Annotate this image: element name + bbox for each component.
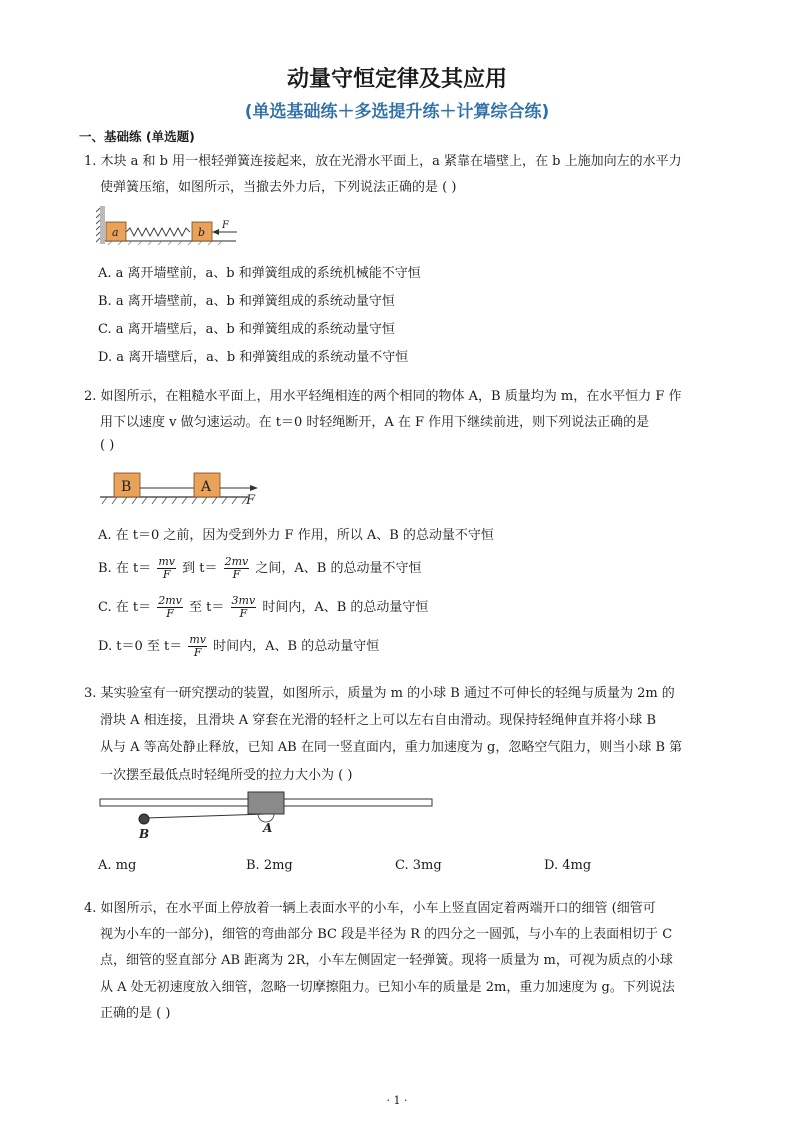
page-number: · 1 ·	[386, 1094, 408, 1107]
force-arrow-head	[250, 485, 258, 491]
q1-option-b[interactable]: B. a 离开墙壁前，a、b 和弹簧组成的系统动量守恒	[98, 294, 395, 309]
slider-A	[248, 792, 284, 814]
force-arrow-head	[212, 229, 219, 235]
q3-stem-line2: 滑块 A 相连接，且滑块 A 穿套在光滑的轻杆之上可以左右自由滑动。现保持轻绳伸直并将小球 B	[100, 713, 656, 728]
q1-stem-line1: 1. 木块 a 和 b 用一根轻弹簧连接起来，放在光滑水平面上，a 紧靠在墙壁上，在 b 上施加向左的水平力	[84, 154, 682, 169]
q1-stem-line2: 使弹簧压缩，如图所示，当撤去外力后，下列说法正确的是 ( )	[100, 180, 457, 195]
string	[146, 814, 266, 818]
q2-b-mid: 到 t＝	[182, 561, 218, 576]
q1-option-a[interactable]: A. a 离开墙壁前，a、b 和弹簧组成的系统机械能不守恒	[98, 266, 421, 281]
q3-option-a[interactable]: A. mg	[98, 858, 137, 873]
q4-stem-line3: 点，细管的竖直部分 AB 距离为 2R，小车左侧固定一轻弹簧。现将一质量为 m，可视为质点的小球	[100, 953, 673, 968]
q2-stem-line1: 2. 如图所示，在粗糙水平面上，用水平轻绳相连的两个相同的物体 A，B 质量均为 m，在水平恒力 F 作	[84, 389, 682, 404]
section-heading: 一、基础练 (单选题)	[79, 129, 195, 144]
q2-option-c[interactable]	[98, 595, 428, 619]
q2-figure	[98, 466, 268, 510]
q4-stem-line4: 从 A 处无初速度放入细管，忽略一切摩擦阻力。已知小车的质量是 2m，重力加速度为 g。下列说法	[100, 980, 675, 995]
q1-figure	[96, 204, 246, 250]
q2-stem-line3: ( )	[100, 438, 115, 453]
q4-stem-line1: 4. 如图所示，在水平面上停放着一辆上表面水平的小车，小车上竖直固定着两端开口的细管 (细管可	[84, 901, 656, 916]
q2-d-fraction-1: $\frac{mv}{F}$	[189, 633, 207, 659]
fig1-label-b: b	[198, 226, 206, 239]
fig1-label-F: F	[222, 220, 229, 231]
fig1-label-a: a	[112, 226, 119, 239]
q2-d-suffix: 时间内，A、B 的总动量守恒	[213, 639, 380, 654]
q3-stem-line1: 3. 某实验室有一研究摆动的装置，如图所示，质量为 m 的小球 B 通过不可伸长的轻绳与质量为 2m 的	[84, 686, 675, 701]
q3-figure	[98, 790, 438, 844]
spring	[126, 228, 190, 236]
fig2-label-A: A	[201, 479, 212, 495]
q2-b-fraction-2: $\frac{2mv}{F}$	[224, 555, 249, 581]
q4-stem-line5: 正确的是 ( )	[100, 1006, 171, 1021]
q2-stem-line2: 用下以速度 v 做匀速运动。在 t＝0 时轻绳断开，A 在 F 作用下继续前进，则下列说法正确的是	[100, 415, 650, 430]
q2-c-fraction-2: $\frac{3mv}{F}$	[231, 594, 256, 620]
q1-option-c[interactable]: C. a 离开墙壁后，a、b 和弹簧组成的系统动量守恒	[98, 322, 395, 337]
q2-b-fraction-1: $\frac{mv}{F}$	[158, 555, 175, 581]
q4-stem-line2: 视为小车的一部分)，细管的弯曲部分 BC 段是半径为 R 的四分之一圆弧，与小车的上表面相切于 C	[100, 927, 673, 942]
q2-c-fraction-1: $\frac{2mv}{F}$	[158, 594, 182, 620]
q2-b-prefix: B. 在 t＝	[98, 561, 152, 576]
q3-stem-line3: 从与 A 等高处静止释放，已知 AB 在同一竖直面内，重力加速度为 g，忽略空气阻力，则当小球 B 第	[100, 740, 683, 755]
fig2-label-F: F	[246, 493, 256, 508]
q1-option-d[interactable]: D. a 离开墙壁后，a、b 和弹簧组成的系统动量不守恒	[98, 350, 409, 365]
page-subtitle: (单选基础练＋多选提升练＋计算综合练)	[244, 102, 550, 122]
q3-option-c[interactable]: C. 3mg	[395, 858, 442, 873]
q3-option-b[interactable]: B. 2mg	[246, 858, 293, 873]
q2-c-suffix: 时间内，A、B 的总动量守恒	[262, 600, 429, 615]
q2-option-b[interactable]	[98, 556, 422, 580]
ball-B	[139, 814, 149, 824]
q2-b-suffix: 之间，A、B 的总动量不守恒	[255, 561, 422, 576]
q3-option-d[interactable]: D. 4mg	[544, 858, 592, 873]
page-title: 动量守恒定律及其应用	[286, 67, 507, 92]
q3-stem-line4: 一次摆至最低点时轻绳所受的拉力大小为 ( )	[100, 768, 353, 783]
q2-option-d[interactable]	[98, 634, 379, 658]
q2-c-prefix: C. 在 t＝	[98, 600, 152, 615]
fig2-label-B: B	[121, 479, 132, 495]
fig3-label-B: B	[139, 827, 150, 841]
q2-option-a[interactable]: A. 在 t＝0 之前，因为受到外力 F 作用，所以 A、B 的总动量不守恒	[98, 528, 494, 543]
q2-d-prefix: D. t＝0 至 t＝	[98, 639, 183, 654]
q2-c-mid: 至 t＝	[189, 600, 225, 615]
fig3-label-A: A	[263, 821, 273, 835]
